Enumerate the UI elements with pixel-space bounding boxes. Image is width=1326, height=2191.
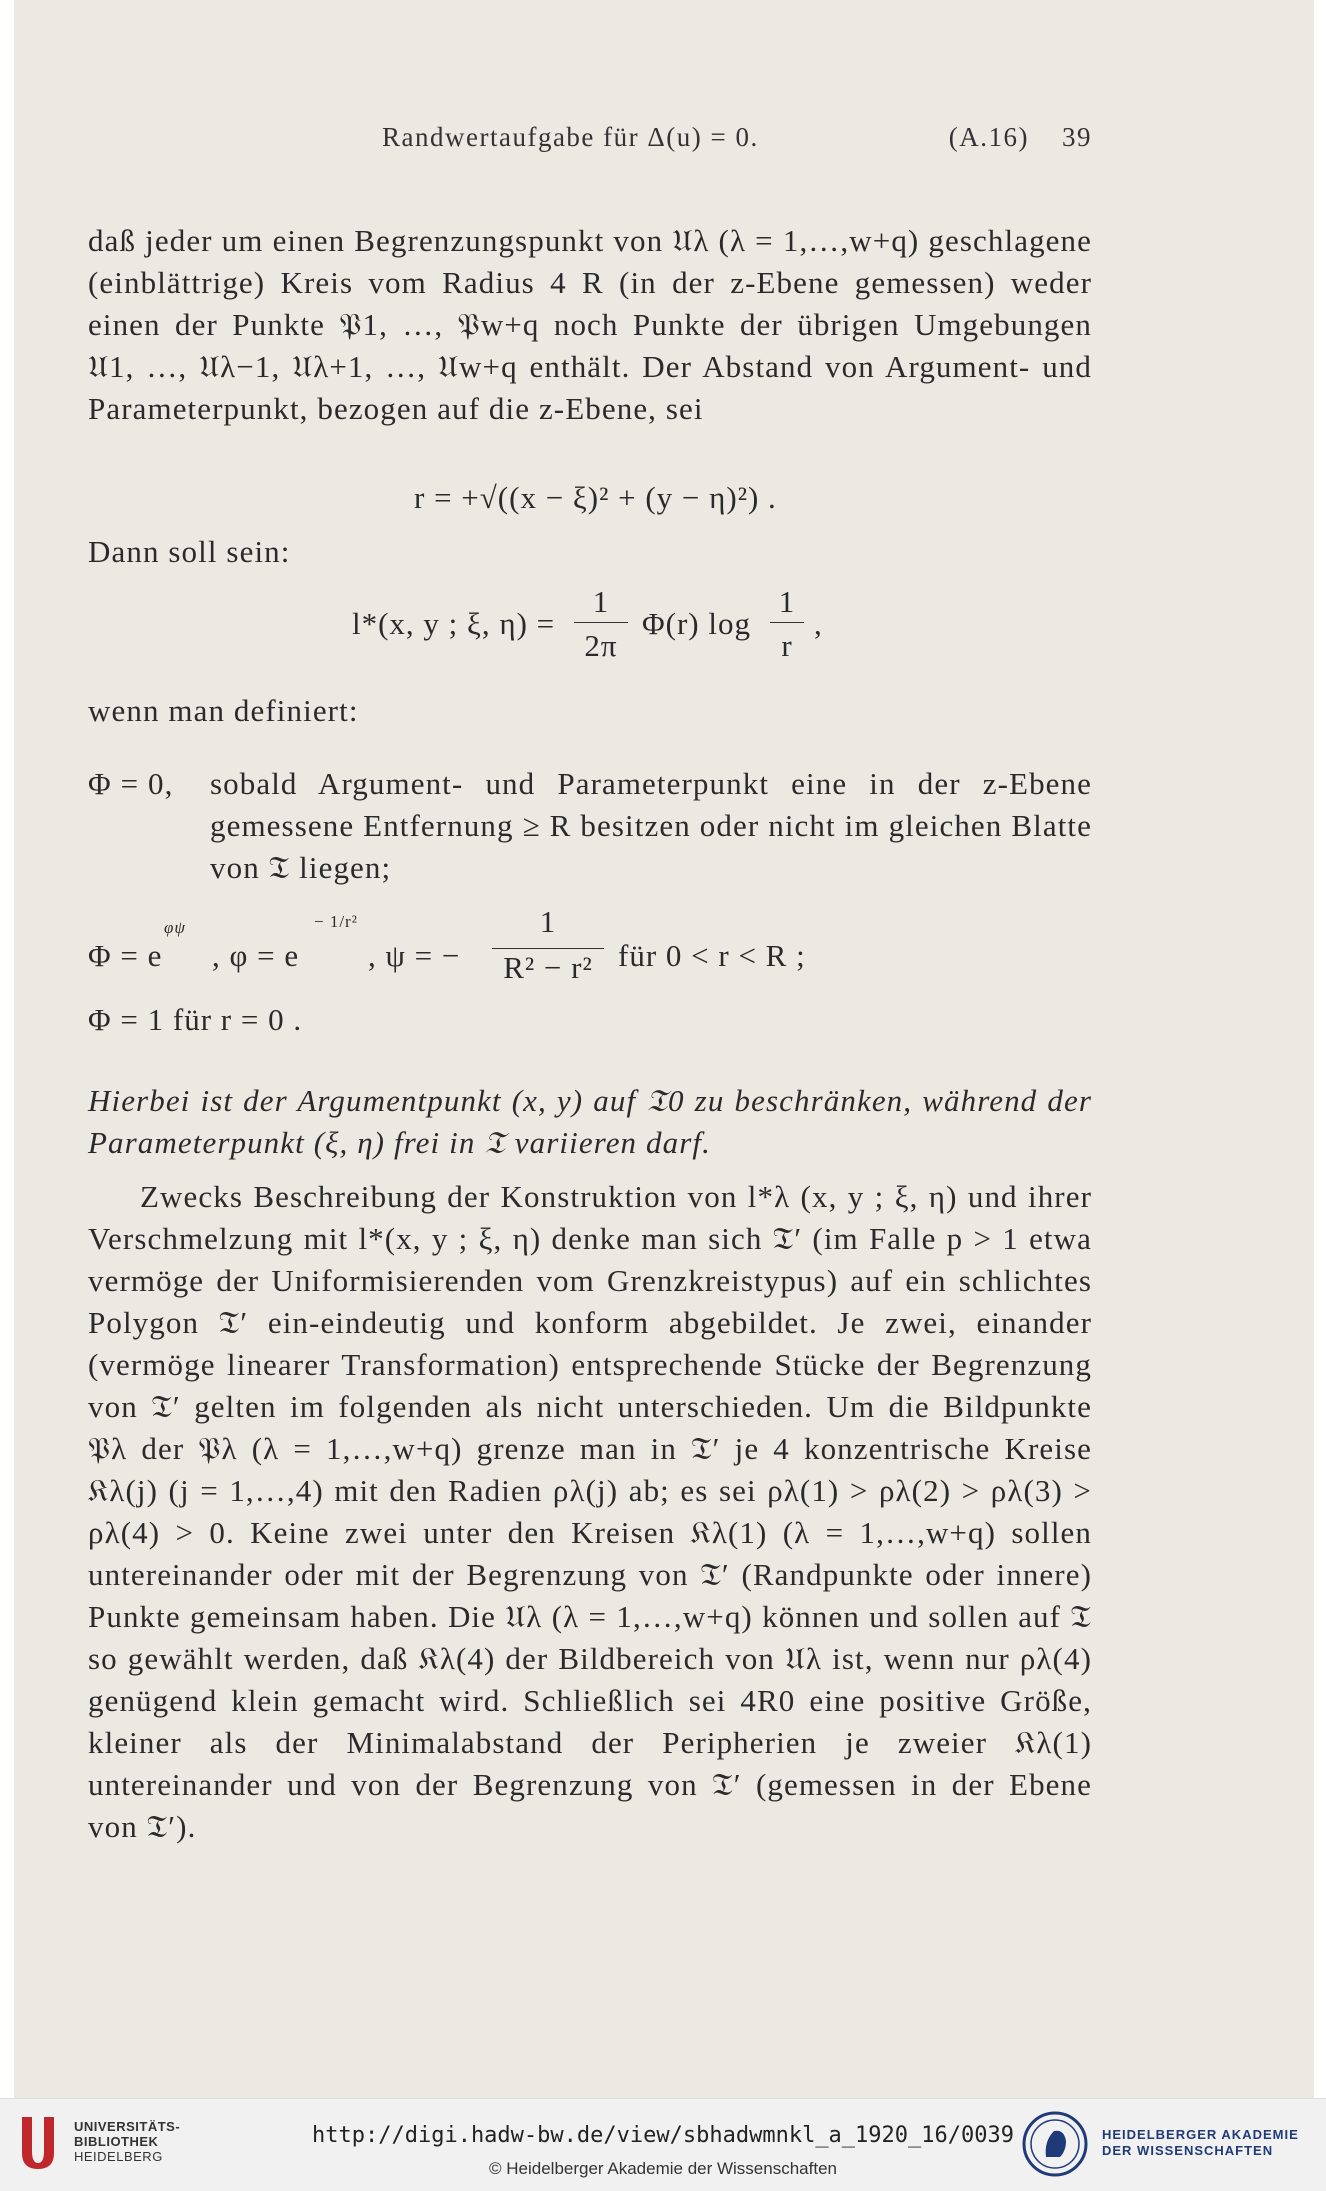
eq-l-num: 1 bbox=[592, 584, 610, 619]
dann-line: Dann soll sein: bbox=[88, 534, 291, 569]
italic-paragraph: Hierbei ist der Argumentpunkt (x, y) auf 𝔗0 zu beschränken, während der Parameterpunkt (ξ, η) frei in 𝔗 variieren darf. bbox=[88, 1083, 1092, 1160]
paragraph-2: Zwecks Beschreibung der Konstruktion von l*λ (x, y ; ξ, η) und ihrer Verschmelzung mit l*(x, y ; ξ, η) denke man sich 𝔗′ (im Falle p > 1 etwa vermöge der Uniformisierenden vom Grenzkreistypus) auf ein schlichtes Polygon 𝔗′ ein-eindeutig und konform abgebildet. Je zwei, einander (vermöge linearer Transformation) entsprechende Stücke der Begrenzung von 𝔗′ gelten im folgenden als nicht unterschieden. Um die Bildpunkte 𝔓λ der 𝔓λ (λ = 1,…,w+q) grenze man in 𝔗′ je 4 konzentrische Kreise 𝔎λ(j) (j = 1,…,4) mit den Radien ρλ(j) ab; es sei ρλ(1) > ρλ(2) > ρλ(3) > ρλ(4) > 0. Keine zwei unter den Kreisen 𝔎λ(1) (λ = 1,…,w+q) sollen untereinander oder mit der Begrenzung von 𝔗′ (Randpunkte oder innere) Punkte gemeinsam haben. Die 𝔘λ (λ = 1,…,w+q) können und sollen auf 𝔗 so gewählt werden, daß 𝔎λ(4) der Bildbereich von 𝔘λ ist, wenn nur ρλ(4) genügend klein gemacht wird. Schließlich sei 4R0 eine positive Größe, kleiner als der Minimalabstand der Peripherien je zweier 𝔎λ(1) untereinander und von der Begrenzung von 𝔗′ (gemessen in der Ebene von 𝔗′). bbox=[88, 1179, 1092, 1844]
eq-l-den2: r bbox=[781, 628, 793, 663]
library-name-line-2: BIBLIOTHEK bbox=[74, 2134, 159, 2149]
library-name-line-3: HEIDELBERG bbox=[74, 2149, 163, 2164]
case-2-fraction-bar bbox=[492, 948, 604, 949]
eq-l-fraction-bar-2 bbox=[770, 622, 804, 623]
case-2-num: 1 bbox=[539, 904, 557, 939]
eq-l-mid: Φ(r) log bbox=[642, 606, 751, 641]
copyright-notice: © Heidelberger Akademie der Wissenschaften bbox=[489, 2159, 837, 2178]
case-3: Φ = 1 für r = 0 . bbox=[88, 1002, 303, 1037]
library-name-line-1: UNIVERSITÄTS- bbox=[74, 2119, 181, 2134]
case-1-text: sobald Argument- und Parameterpunkt eine in der z-Ebene gemessene Entfernung ≥ R besitzen oder nicht im gleichen Blatte von 𝔗 liegen; bbox=[210, 766, 1092, 885]
running-header bbox=[382, 122, 1092, 153]
header-section-and-page bbox=[949, 122, 1092, 153]
eq-l-end: , bbox=[814, 606, 823, 641]
academy-name-line-1: HEIDELBERGER AKADEMIE bbox=[1102, 2127, 1299, 2142]
header-title: Randwertaufgabe für Δ(u) = 0. bbox=[382, 122, 759, 152]
academy-name bbox=[1102, 2127, 1299, 2159]
permalink-url[interactable]: http://digi.hadw-bw.de/view/sbhadwmnkl_a_1920_16/0039 bbox=[312, 2123, 1014, 2148]
paragraph-1: daß jeder um einen Begrenzungspunkt von 𝔘λ (λ = 1,…,w+q) geschlagene (einblättrige) Kreis vom Radius 4 R (in der z-Ebene gemessen) weder einen der Punkte 𝔓1, …, 𝔓w+q noch Punkte der übrigen Umgebungen 𝔘1, …, 𝔘λ−1, 𝔘λ+1, …, 𝔘w+q enthält. Der Abstand von Argument- und Parameterpunkt, bezogen auf die z-Ebene, sei bbox=[88, 223, 1092, 426]
eq-l-num2: 1 bbox=[778, 584, 796, 619]
academy-seal-icon bbox=[1022, 2111, 1088, 2177]
case-2-a: Φ = e bbox=[88, 938, 163, 973]
case-2-b: , φ = e bbox=[212, 938, 300, 973]
header-section: (A.16) bbox=[948, 122, 1029, 152]
equation-r: r = +√((x − ξ)² + (y − η)²) . bbox=[414, 480, 777, 515]
case-2-end: für 0 < r < R ; bbox=[618, 938, 806, 973]
case-1-lead: Φ = 0, bbox=[88, 766, 174, 801]
case-2-c: , ψ = − bbox=[368, 938, 461, 973]
case-2 bbox=[88, 904, 988, 988]
eq-l-left: l*(x, y ; ξ, η) = bbox=[352, 606, 556, 641]
eq-l-fraction-bar bbox=[574, 622, 628, 623]
page-number: 39 bbox=[1062, 122, 1092, 152]
footer-bar bbox=[0, 2098, 1326, 2191]
case-2-a-sup: φψ bbox=[164, 918, 186, 937]
wenn-line: wenn man definiert: bbox=[88, 693, 359, 728]
case-2-den: R² − r² bbox=[503, 950, 593, 985]
eq-l-den: 2π bbox=[584, 628, 618, 663]
case-1 bbox=[88, 763, 1092, 889]
case-2-b-sup: − 1/r² bbox=[314, 912, 358, 931]
academy-name-line-2: DER WISSENSCHAFTEN bbox=[1102, 2143, 1274, 2158]
